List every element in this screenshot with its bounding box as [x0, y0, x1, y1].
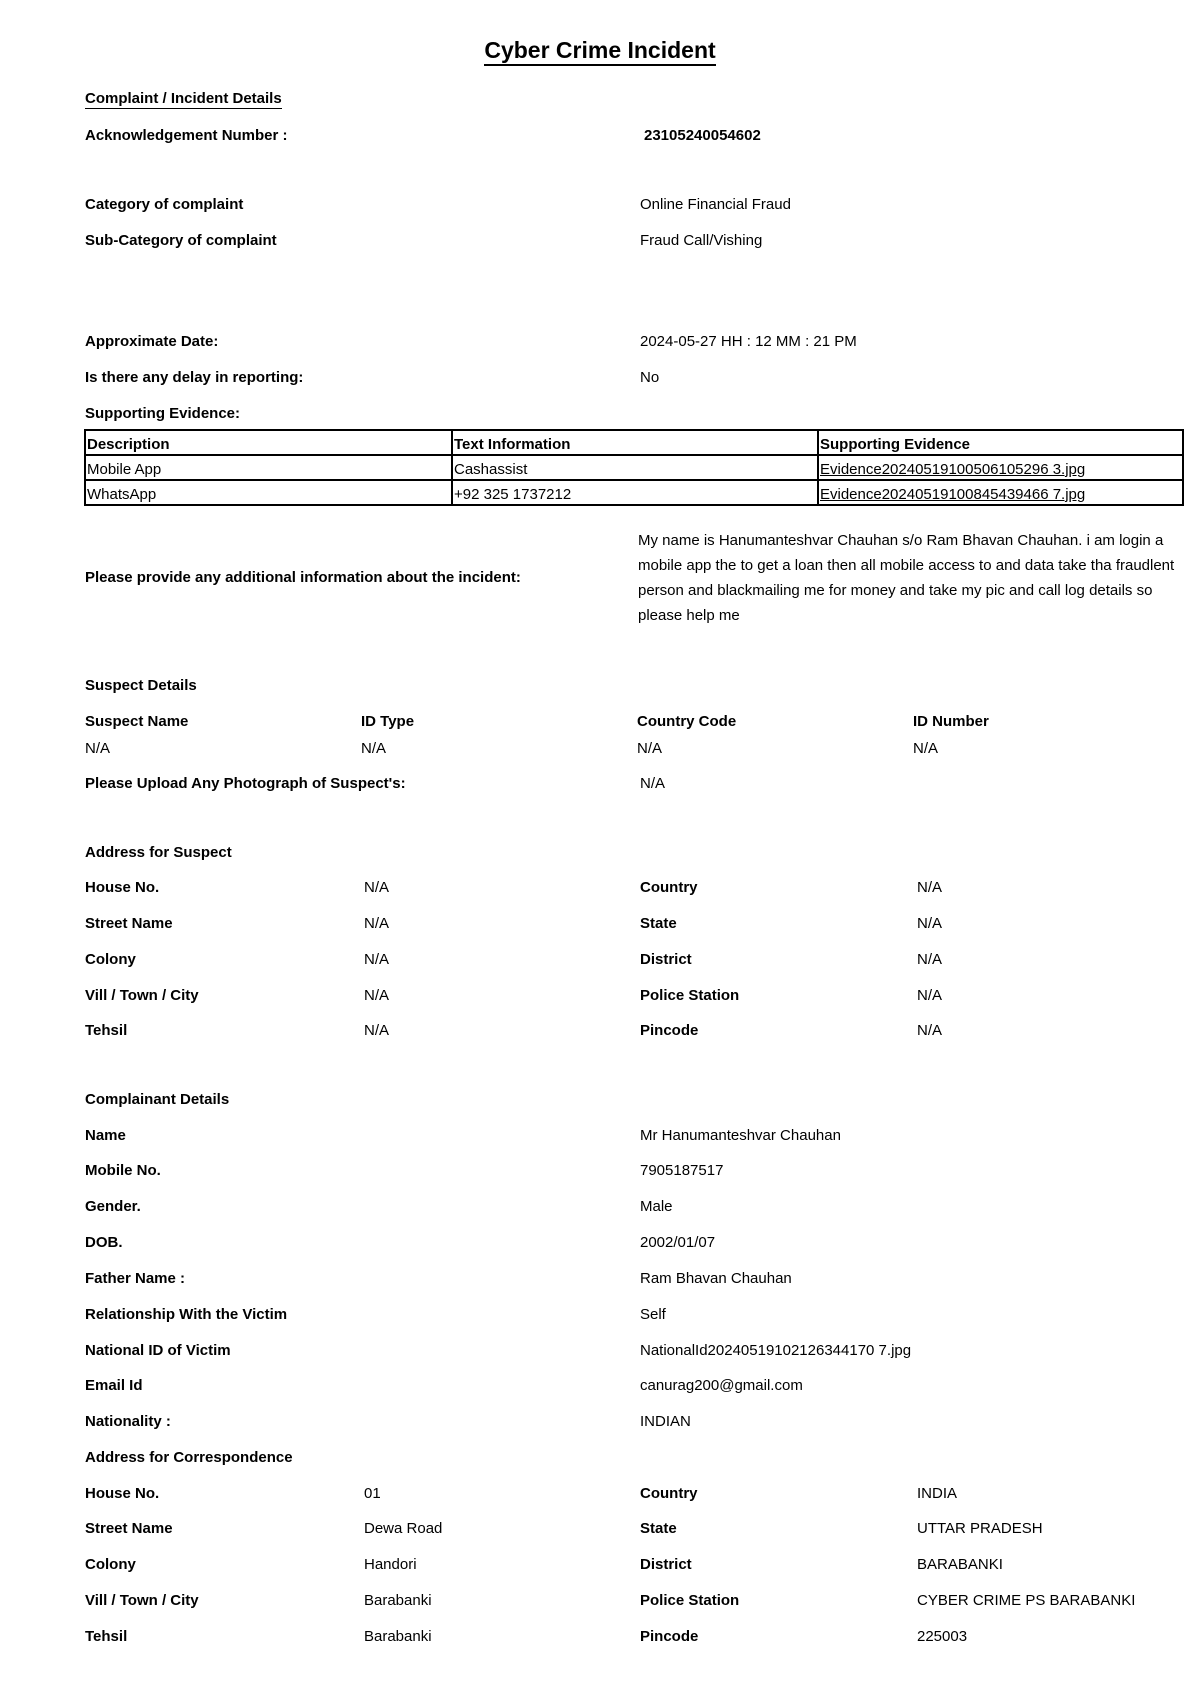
- suspect-state-value: N/A: [917, 915, 943, 932]
- suspect-city-value: N/A: [364, 987, 390, 1004]
- complainant-mobile-label: Mobile No.: [85, 1162, 161, 1179]
- evidence-cell-text-info: +92 325 1737212: [452, 480, 818, 505]
- subcategory-label: Sub-Category of complaint: [85, 232, 277, 249]
- corr-house-value: 01: [364, 1485, 381, 1502]
- additional-info-text: My name is Hanumanteshvar Chauhan s/o Ram Bhavan Chauhan. i am login a mobile app the to get a loan then all mobile access to and data take tha fraudlent person and blackmailing me for money and take my pic and call log details so please help me: [638, 532, 1175, 624]
- suspect-pincode-label: Pincode: [640, 1022, 699, 1039]
- table-row: [85, 455, 1183, 480]
- corr-country-value: INDIA: [917, 1485, 958, 1502]
- corr-street-label: Street Name: [85, 1520, 173, 1537]
- complainant-email-label: Email Id: [85, 1377, 143, 1394]
- corr-colony-label: Colony: [85, 1556, 136, 1573]
- additional-info-label: Please provide any additional information about the incident:: [85, 569, 521, 586]
- page-title: [0, 36, 1200, 64]
- suspect-name-value: N/A: [85, 740, 111, 757]
- suspect-street-value: N/A: [364, 915, 390, 932]
- complainant-national-id-label: National ID of Victim: [85, 1342, 231, 1359]
- complainant-nationality-label: Nationality :: [85, 1413, 171, 1430]
- complaint-section-title-text: Complaint / Incident Details: [85, 90, 282, 107]
- suspect-district-label: District: [640, 951, 692, 968]
- evidence-table: [84, 429, 1184, 506]
- corr-district-label: District: [640, 1556, 692, 1573]
- complainant-father-value: Ram Bhavan Chauhan: [640, 1270, 792, 1287]
- suspect-colony-value: N/A: [364, 951, 390, 968]
- corr-police-station-label: Police Station: [640, 1592, 740, 1609]
- category-label: Category of complaint: [85, 196, 244, 213]
- complainant-dob-value: 2002/01/07: [640, 1234, 716, 1251]
- corr-district-value: BARABANKI: [917, 1556, 1003, 1573]
- complaint-section-title: [85, 90, 282, 108]
- complainant-nationality-value: INDIAN: [640, 1413, 691, 1430]
- suspect-id-number-value: N/A: [913, 740, 939, 757]
- corr-colony-value: Handori: [364, 1556, 417, 1573]
- suspect-pincode-value: N/A: [917, 1022, 943, 1039]
- date-value: 2024-05-27 HH : 12 MM : 21 PM: [640, 333, 857, 350]
- evidence-cell-description: Mobile App: [85, 455, 452, 480]
- suspect-police-station-value: N/A: [917, 987, 943, 1004]
- corr-police-station-value: CYBER CRIME PS BARABANKI: [917, 1592, 1136, 1609]
- suspect-header-id-type: ID Type: [361, 713, 415, 730]
- suspect-address-title: Address for Suspect: [85, 844, 232, 861]
- suspect-header-country-code: Country Code: [637, 713, 737, 730]
- correspondence-address-title: Address for Correspondence: [85, 1449, 293, 1466]
- suspect-city-label: Vill / Town / City: [85, 987, 199, 1004]
- evidence-file-link[interactable]: Evidence20240519100845439466 7.jpg: [818, 480, 1183, 505]
- corr-city-value: Barabanki: [364, 1592, 432, 1609]
- complainant-national-id-link[interactable]: NationalId20240519102126344170 7.jpg: [640, 1342, 912, 1359]
- suspect-header-name: Suspect Name: [85, 713, 189, 730]
- corr-tehsil-value: Barabanki: [364, 1628, 432, 1645]
- complainant-relationship-label: Relationship With the Victim: [85, 1306, 288, 1323]
- page-title-text: Cyber Crime Incident: [484, 37, 715, 66]
- corr-state-label: State: [640, 1520, 677, 1537]
- suspect-police-station-label: Police Station: [640, 987, 740, 1004]
- corr-city-label: Vill / Town / City: [85, 1592, 199, 1609]
- suspect-colony-label: Colony: [85, 951, 136, 968]
- complainant-email-value: canurag200@gmail.com: [640, 1377, 803, 1394]
- ack-label: Acknowledgement Number :: [85, 127, 288, 144]
- delay-value: No: [640, 369, 660, 386]
- complainant-gender-value: Male: [640, 1198, 673, 1215]
- suspect-header-id-number: ID Number: [913, 713, 989, 730]
- corr-pincode-label: Pincode: [640, 1628, 699, 1645]
- suspect-country-code-value: N/A: [637, 740, 663, 757]
- complainant-mobile-value: 7905187517: [640, 1162, 724, 1179]
- delay-label: Is there any delay in reporting:: [85, 369, 304, 386]
- table-row: [85, 480, 1183, 505]
- complainant-section-title: Complainant Details: [85, 1091, 230, 1108]
- suspect-photo-value: N/A: [640, 775, 666, 792]
- suspect-tehsil-label: Tehsil: [85, 1022, 128, 1039]
- corr-tehsil-label: Tehsil: [85, 1628, 128, 1645]
- complainant-name-label: Name: [85, 1127, 126, 1144]
- complainant-dob-label: DOB.: [85, 1234, 123, 1251]
- complainant-relationship-value: Self: [640, 1306, 666, 1323]
- suspect-house-label: House No.: [85, 879, 160, 896]
- corr-house-label: House No.: [85, 1485, 160, 1502]
- evidence-cell-text-info: Cashassist: [452, 455, 818, 480]
- corr-country-label: Country: [640, 1485, 698, 1502]
- corr-state-value: UTTAR PRADESH: [917, 1520, 1043, 1537]
- corr-pincode-value: 225003: [917, 1628, 968, 1645]
- evidence-label: Supporting Evidence:: [85, 405, 241, 422]
- category-value: Online Financial Fraud: [640, 196, 791, 213]
- complainant-name-value: Mr Hanumanteshvar Chauhan: [640, 1127, 841, 1144]
- evidence-table-header: [85, 430, 1183, 455]
- evidence-header-text-info: Text Information: [452, 430, 818, 455]
- evidence-header-description: Description: [85, 430, 452, 455]
- suspect-id-type-value: N/A: [361, 740, 387, 757]
- suspect-state-label: State: [640, 915, 677, 932]
- suspect-tehsil-value: N/A: [364, 1022, 390, 1039]
- ack-value: 23105240054602: [644, 127, 761, 144]
- suspect-country-label: Country: [640, 879, 698, 896]
- complainant-gender-label: Gender.: [85, 1198, 141, 1215]
- suspect-photo-label: Please Upload Any Photograph of Suspect's:: [85, 775, 406, 792]
- evidence-cell-description: WhatsApp: [85, 480, 452, 505]
- suspect-country-value: N/A: [917, 879, 943, 896]
- evidence-header-supporting: Supporting Evidence: [818, 430, 1183, 455]
- subcategory-value: Fraud Call/Vishing: [640, 232, 763, 249]
- suspect-street-label: Street Name: [85, 915, 173, 932]
- date-label: Approximate Date:: [85, 333, 219, 350]
- corr-street-value: Dewa Road: [364, 1520, 443, 1537]
- suspect-district-value: N/A: [917, 951, 943, 968]
- suspect-section-title: Suspect Details: [85, 677, 197, 694]
- evidence-file-link[interactable]: Evidence20240519100506105296 3.jpg: [818, 455, 1183, 480]
- suspect-house-value: N/A: [364, 879, 390, 896]
- complainant-father-label: Father Name :: [85, 1270, 186, 1287]
